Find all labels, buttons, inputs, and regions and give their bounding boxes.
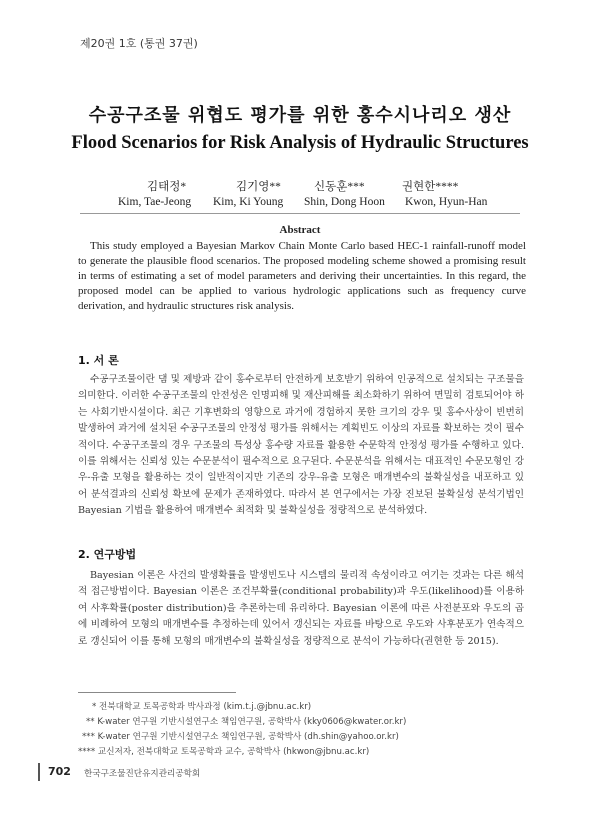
english-title: Flood Scenarios for Risk Analysis of Hydraulic Structures	[71, 133, 529, 153]
korean-title: 수공구조물 위협도 평가를 위한 홍수시나리오 생산	[88, 105, 512, 126]
footnote-3: *** K-water 연구원 기반시설연구소 책임연구원, 공학박사 (dh.shin@yahoo.or.kr)	[82, 732, 399, 742]
author-3-en: Shin, Dong Hoon	[304, 196, 385, 208]
section-1-paragraph	[78, 372, 524, 520]
journal-name: 한국구조물진단유지관리공학회	[84, 769, 201, 779]
section-1-text: 수공구조물이란 댐 및 제방과 같이 홍수로부터 안전하게 보호받기 위하여 인공적으로 설치되는 구조물을 의미한다. 이러한 수공구조물의 안전성은 인명피해 및 재산피해를 최소화하기 위하여 면밀히 검토되어야 하는 사회기반시설이다. 최근 기후변화의 영향으로 과거에 경험하지 못한 크기의 강우 및 홍수사상이 빈번히 발생하여 과거에 설치된 수공구조물의 안정성 평가를 위해서는 계획빈도 이상의 자료를 확보하는 것이 필수적이다. 수공구조물의 경우 구조물의 특성상 홍수량 자료를 활용한 수문학적 안정성 평가를 수행하고 있다. 이를 위해서는 신뢰성 있는 수문분석이 필수적으로 요구된다. 수문분석을 위해서는 대표적인 수문모형인 강우-유출 모형을 활용하는 것이 일반적이지만 기존의 강우-유출 모형은 매개변수의 불확실성을 내포하고 있어 분석결과의 신뢰성 확보에 문제가 존재하였다. 따라서 본 연구에서는 가장 진보된 불확실성 분석기법인 Bayesian 기법을 활용하여 매개변수 최적화 및 불확실성을 정량적으로 분석하였다.	[78, 374, 524, 517]
page-marker	[38, 763, 40, 781]
section-2-heading: 2. 연구방법	[78, 548, 137, 561]
abstract-body: This study employed a Bayesian Markov Chain Monte Carlo based HEC-1 rainfall-runoff model to generate the plausible flood scenarios. The proposed modeling scheme showed a promising result in terms of estimating a set of model parameters and deriving their uncertainties. In this regard, the proposed model can be applied to various hydrologic applications such as frequency curve derivation, and hydraulic structures risk analysis.	[78, 240, 526, 312]
abstract-text	[78, 239, 526, 314]
author-4-en: Kwon, Hyun-Han	[405, 196, 488, 208]
author-1-ko: 김태정*	[147, 181, 187, 193]
author-3-ko: 신동훈***	[314, 181, 365, 193]
author-1-en: Kim, Tae-Jeong	[118, 196, 192, 208]
footnote-4: **** 교신저자, 전북대학교 토목공학과 교수, 공학박사 (hkwon@jbnu.ac.kr)	[78, 747, 370, 757]
section-2-paragraph	[78, 568, 524, 650]
footnote-1: * 전북대학교 토목공학과 박사과정 (kim.t.j.@jbnu.ac.kr)	[92, 702, 312, 712]
section-2-text: Bayesian 이론은 사건의 발생확률을 발생빈도나 시스템의 물리적 속성이라고 여기는 것과는 다른 해석적 접근방법이다. Bayesian 이론은 조건부확률(conditional probability)과 우도(likelihood)를 이용하여 사후확률(poster distribution)을 추론하는데 유리하다. Bayesian 이론에 따른 사전분포와 우도의 곱에 비례하여 모형의 매개변수를 추정하는데 있어서 갱신되는 자료를 바탕으로 우도와 사후분포가 연속적으로 갱신되어 이를 통해 모형의 매개변수의 불확실성을 정량적으로 분석이 가능하다(권현한 등 2015).	[78, 570, 524, 647]
abstract-heading: Abstract	[279, 224, 321, 236]
footnote-divider	[78, 692, 236, 693]
issue-label: 제20권 1호 (통권 37권)	[80, 37, 198, 50]
author-2-ko: 김기영**	[236, 181, 281, 193]
author-2-en: Kim, Ki Young	[213, 196, 284, 208]
author-4-ko: 권현한****	[402, 181, 459, 193]
header-divider	[80, 213, 520, 214]
section-1-heading: 1. 서 론	[78, 354, 119, 367]
footnote-2: ** K-water 연구원 기반시설연구소 책임연구원, 공학박사 (kky0606@kwater.or.kr)	[86, 717, 407, 727]
page-number: 702	[48, 765, 71, 778]
